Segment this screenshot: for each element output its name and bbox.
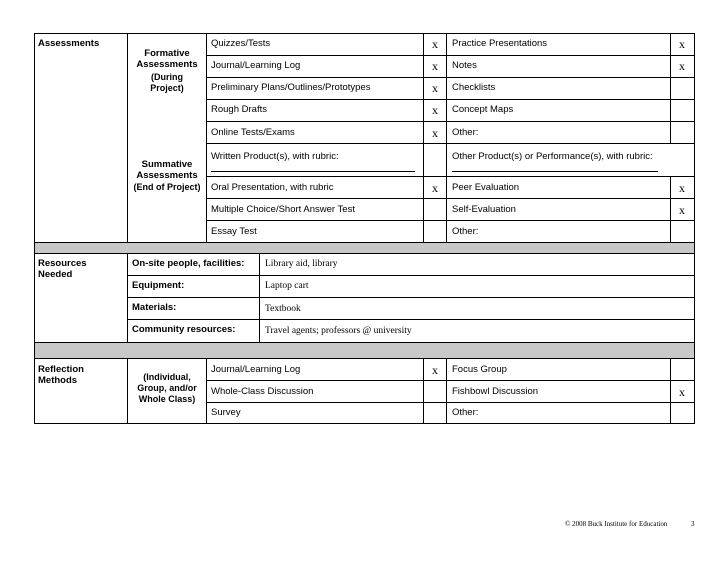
assess-item-right: Other Product(s) or Performance(s), with rubric: [452,151,653,162]
assess-item-right: Other: [452,127,479,138]
assess-mark-left-x: x [432,103,438,117]
summative-sub: (End of Project) [133,182,201,192]
reflection-sub-label: (Individual, Group, and/or Whole Class) [137,372,197,404]
formative-sub: (During Project) [150,72,184,93]
reflect-mark-left[interactable] [423,402,447,424]
assess-item-left: Multiple Choice/Short Answer Test [211,204,355,215]
reflect-item-left: Journal/Learning Log [211,364,301,375]
resource-value[interactable]: Textbook [265,304,301,314]
assess-mark-left[interactable] [423,198,447,221]
assess-mark-right[interactable] [670,220,695,243]
summative-label: Summative Assessments [136,159,198,181]
written-product-blank-line[interactable] [211,171,415,172]
resource-label: On-site people, facilities: [132,258,245,269]
assess-mark-right[interactable] [670,77,695,100]
assess-mark-left-x: x [432,59,438,73]
assess-row-right [446,220,671,243]
assess-item-left: Journal/Learning Log [211,60,301,71]
assess-item-right: Self-Evaluation [452,204,516,215]
assess-mark-left[interactable] [423,143,447,177]
resource-label: Equipment: [132,280,185,291]
assess-row-right [446,121,671,144]
assess-item-left: Oral Presentation, with rubric [211,182,334,193]
assess-mark-left-x: x [432,181,438,195]
assess-mark-right[interactable] [670,121,695,144]
assess-item-left: Online Tests/Exams [211,127,295,138]
assess-item-left: Quizzes/Tests [211,38,271,49]
formative-label: Formative Assessments [136,48,198,70]
assess-item-right: Concept Maps [452,104,514,115]
assess-mark-left-x: x [432,126,438,140]
reflect-mark-right[interactable] [670,358,695,381]
assessments-label: Assessments [38,38,100,49]
reflection-label: Reflection Methods [38,364,84,386]
assess-mark-right-x: x [679,59,685,73]
assess-row-right [446,55,671,78]
reflect-mark-left-x: x [432,363,438,377]
reflect-item-right: Focus Group [452,364,507,375]
assess-mark-right-x: x [679,203,685,217]
reflect-item-left: Survey [211,407,241,418]
reflect-item-left: Whole-Class Discussion [211,386,314,397]
resource-value[interactable]: Travel agents; professors @ university [265,326,412,336]
assess-mark-left[interactable] [423,220,447,243]
assess-item-left: Written Product(s), with rubric: [211,151,339,162]
resource-value[interactable]: Laptop cart [265,281,309,291]
assess-item-right: Other: [452,226,479,237]
assess-mark-left-x: x [432,37,438,51]
reflect-mark-right-x: x [679,385,685,399]
assess-item-right: Practice Presentations [452,38,548,49]
reflect-item-right: Other: [452,407,479,418]
resource-label: Community resources: [132,324,236,335]
assess-mark-left-x: x [432,81,438,95]
assess-item-right: Peer Evaluation [452,182,520,193]
footer-copyright: © 2008 Buck Institute for Education [565,520,668,528]
assess-item-right: Notes [452,60,477,71]
assess-mark-right-x: x [679,181,685,195]
reflect-mark-right[interactable] [670,402,695,424]
assess-mark-right[interactable] [670,99,695,122]
other-product-blank-line[interactable] [452,171,658,172]
assess-item-left: Rough Drafts [211,104,267,115]
assess-item-left: Preliminary Plans/Outlines/Prototypes [211,82,371,93]
resource-value[interactable]: Library aid, library [265,259,338,269]
section-divider [34,342,695,359]
reflect-mark-left[interactable] [423,380,447,403]
assess-mark-right-x: x [679,37,685,51]
assess-item-left: Essay Test [211,226,257,237]
assess-item-right: Checklists [452,82,496,93]
reflect-row-right [446,402,671,424]
resources-label: Resources Needed [38,258,87,280]
footer-page-number: 3 [691,520,695,528]
resource-label: Materials: [132,302,177,313]
reflect-item-right: Fishbowl Discussion [452,386,539,397]
